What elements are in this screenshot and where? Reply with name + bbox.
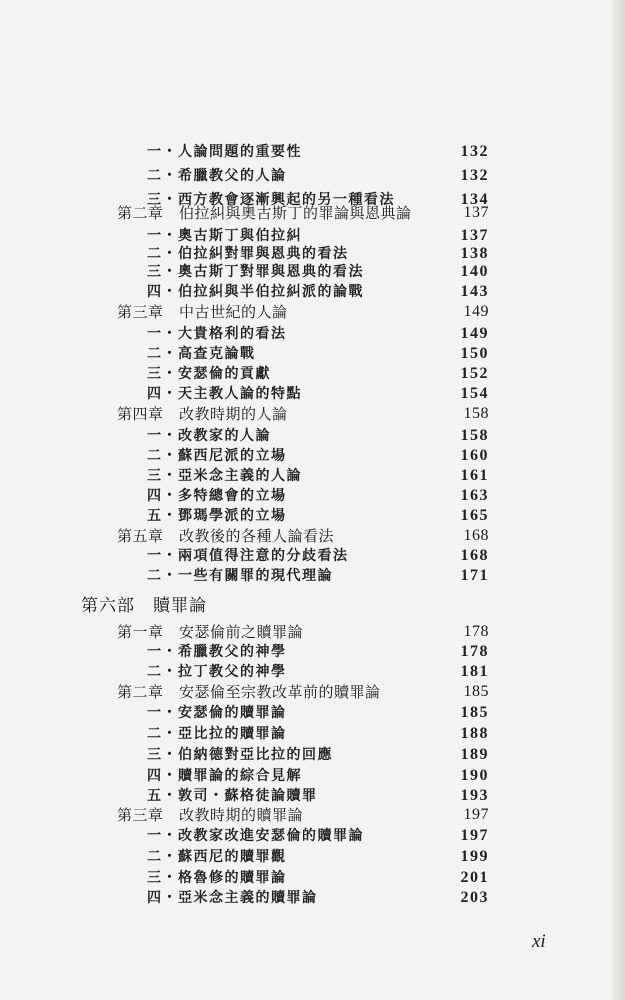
toc-entry-title: 三・奧古斯丁對罪與恩典的看法 bbox=[147, 264, 364, 280]
toc-chapter-page: 185 bbox=[463, 683, 489, 700]
toc-chapter-page: 149 bbox=[463, 303, 489, 320]
toc-entry-title: 四・亞米念主義的贖罪論 bbox=[147, 890, 318, 906]
toc-entry-page: 163 bbox=[460, 487, 489, 504]
toc-chapter-page: 137 bbox=[463, 204, 489, 221]
toc-chapter-title: 第二章 安瑟倫至宗教改革前的贖罪論 bbox=[117, 683, 381, 701]
toc-entry-title: 一・改教家改進安瑟倫的贖罪論 bbox=[147, 828, 364, 844]
toc-entry-title: 三・伯納德對亞比拉的回應 bbox=[147, 747, 333, 763]
toc-entry-title: 一・大貴格利的看法 bbox=[147, 326, 287, 342]
toc-entry-title: 三・安瑟倫的貢獻 bbox=[147, 366, 271, 382]
toc-entry-page: 134 bbox=[460, 191, 489, 208]
toc-entry-title: 四・伯拉糾與半伯拉糾派的論戰 bbox=[147, 284, 364, 300]
toc-entry-page: 132 bbox=[460, 167, 489, 184]
toc-entry-page: 201 bbox=[460, 869, 489, 886]
toc-entry-title: 二・蘇西尼的贖罪觀 bbox=[147, 849, 287, 865]
toc-entry-title: 一・兩項值得注意的分歧看法 bbox=[147, 548, 349, 564]
toc-entry bbox=[147, 164, 489, 188]
toc-entry-title: 一・奧古斯丁與伯拉糾 bbox=[147, 228, 302, 244]
toc-chapter-page: 178 bbox=[463, 623, 489, 640]
toc-entry-page: 181 bbox=[460, 663, 489, 680]
toc-entry-page: 193 bbox=[460, 787, 489, 804]
toc-entry-page: 132 bbox=[460, 143, 489, 160]
toc-entry-page: 140 bbox=[460, 263, 489, 280]
toc-entry-page: 149 bbox=[460, 325, 489, 342]
toc-entry-page: 161 bbox=[460, 467, 489, 484]
toc-chapter-title: 第二章 伯拉糾與奧古斯丁的罪論與恩典論 bbox=[117, 204, 412, 222]
toc-chapter-title: 第三章 改教時期的贖罪論 bbox=[117, 806, 304, 824]
toc-entry-page: 152 bbox=[460, 365, 489, 382]
toc-entry-page: 197 bbox=[460, 827, 489, 844]
toc-entry-title: 二・拉丁教父的神學 bbox=[147, 664, 287, 680]
toc-entry-page: 165 bbox=[460, 507, 489, 524]
toc-chapter-page: 197 bbox=[463, 806, 489, 823]
toc-chapter-title: 第一章 安瑟倫前之贖罪論 bbox=[117, 623, 304, 641]
toc-entry-page: 171 bbox=[460, 567, 489, 584]
toc-entry-title: 二・希臘教父的人論 bbox=[147, 168, 287, 184]
toc-chapter-title: 第三章 中古世紀的人論 bbox=[117, 303, 288, 321]
toc-entry-page: 203 bbox=[460, 889, 489, 906]
toc-entry-page: 158 bbox=[460, 427, 489, 444]
toc-entry-page: 178 bbox=[460, 643, 489, 660]
toc-entry-title: 五・鄧瑪學派的立場 bbox=[147, 508, 287, 524]
toc-entry-title: 三・亞米念主義的人論 bbox=[147, 468, 302, 484]
page-number: xi bbox=[532, 931, 546, 952]
toc-entry-page: 185 bbox=[460, 704, 489, 721]
toc-entry bbox=[147, 886, 489, 910]
toc-chapter bbox=[117, 201, 489, 225]
toc-entry-title: 一・安瑟倫的贖罪論 bbox=[147, 705, 287, 721]
toc-chapter-page: 158 bbox=[463, 405, 489, 422]
toc-chapter-title: 第五章 改教後的各種人論看法 bbox=[117, 527, 335, 545]
toc-entry-page: 190 bbox=[460, 767, 489, 784]
toc-entry-title: 一・人論問題的重要性 bbox=[147, 144, 302, 160]
toc-chapter-title: 第四章 改教時期的人論 bbox=[117, 405, 288, 423]
toc-entry-title: 二・一些有關罪的現代理論 bbox=[147, 568, 333, 584]
toc-entry-page: 199 bbox=[460, 848, 489, 865]
toc-entry-title: 五・敦司・蘇格徒論贖罪 bbox=[147, 788, 318, 804]
toc-entry-title: 一・改教家的人論 bbox=[147, 428, 271, 444]
toc-entry-page: 160 bbox=[460, 447, 489, 464]
toc-entry-page: 189 bbox=[460, 746, 489, 763]
toc-entry-title: 三・格魯修的贖罪論 bbox=[147, 870, 287, 886]
toc-entry-page: 143 bbox=[460, 283, 489, 300]
toc-entry-title: 二・亞比拉的贖罪論 bbox=[147, 726, 287, 742]
toc-part-title: 第六部 贖罪論 bbox=[81, 596, 207, 616]
toc-entry-page: 137 bbox=[460, 227, 489, 244]
toc-entry-title: 一・希臘教父的神學 bbox=[147, 644, 287, 660]
toc-entry-title: 二・伯拉糾對罪與恩典的看法 bbox=[147, 246, 349, 262]
toc-entry-page: 150 bbox=[460, 345, 489, 362]
toc-entry-title: 二・蘇西尼派的立場 bbox=[147, 448, 287, 464]
toc-chapter bbox=[117, 402, 489, 426]
toc-part-heading bbox=[81, 594, 489, 618]
toc-entry bbox=[147, 564, 489, 588]
toc-entry-page: 188 bbox=[460, 725, 489, 742]
toc-entry-title: 四・天主教人論的特點 bbox=[147, 386, 302, 402]
toc-entry-title: 四・多特總會的立場 bbox=[147, 488, 287, 504]
toc-entry-page: 138 bbox=[460, 245, 489, 262]
toc-chapter bbox=[117, 300, 489, 324]
toc-entry-page: 168 bbox=[460, 547, 489, 564]
toc-entry-title: 三・西方教會逐漸興起的另一種看法 bbox=[147, 192, 395, 208]
toc-entry-page: 154 bbox=[460, 385, 489, 402]
toc-entry bbox=[147, 140, 489, 164]
toc-chapter-page: 168 bbox=[463, 527, 489, 544]
toc-entry-title: 四・贖罪論的綜合見解 bbox=[147, 768, 302, 784]
toc-entry-title: 二・高查克論戰 bbox=[147, 346, 256, 362]
